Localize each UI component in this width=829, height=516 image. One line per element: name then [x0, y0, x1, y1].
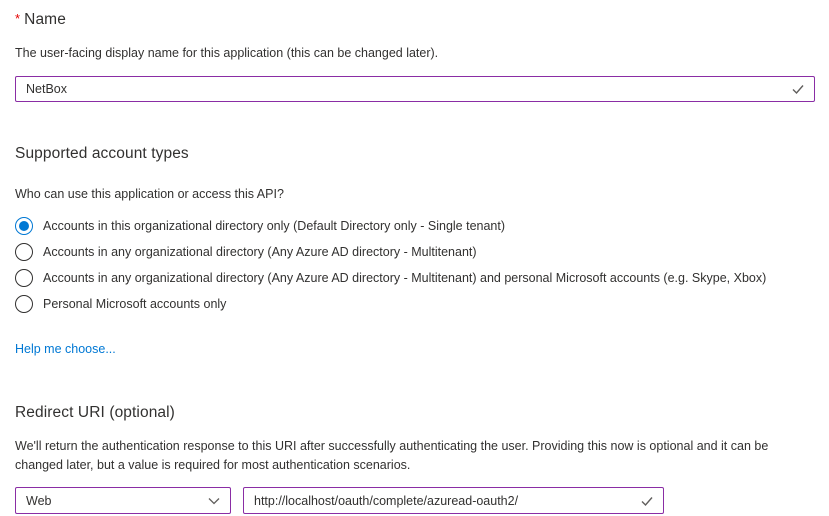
account-types-radio-group	[15, 213, 815, 317]
radio-option-label: Accounts in this organizational directory only (Default Directory only - Single tenant)	[43, 219, 506, 233]
redirect-uri-input[interactable]	[244, 488, 663, 513]
account-types-question: Who can use this application or access this API?	[15, 187, 284, 201]
name-description: The user-facing display name for this application (this can be changed later).	[15, 46, 439, 60]
name-section-title	[15, 11, 815, 29]
radio-button-icon	[15, 243, 33, 261]
platform-select-value: Web	[26, 493, 52, 508]
radio-button-icon	[15, 217, 33, 235]
radio-option-personal-only[interactable]	[15, 291, 815, 317]
name-field-container	[15, 76, 815, 102]
help-me-choose-link[interactable]: Help me choose...	[15, 342, 116, 356]
redirect-uri-row	[15, 487, 815, 514]
valid-check-icon	[790, 81, 806, 97]
radio-option-label: Accounts in any organizational directory (Any Azure AD directory - Multitenant) and personal Microsoft accounts (e.g. Skype, Xbox)	[43, 271, 767, 285]
radio-option-multitenant[interactable]	[15, 239, 815, 265]
chevron-down-icon	[208, 497, 220, 505]
valid-check-icon	[639, 493, 655, 509]
radio-option-label: Personal Microsoft accounts only	[43, 297, 227, 311]
radio-button-icon	[15, 269, 33, 287]
name-input[interactable]	[16, 77, 814, 101]
radio-option-single-tenant[interactable]	[15, 213, 815, 239]
radio-option-multitenant-personal[interactable]	[15, 265, 815, 291]
platform-select[interactable]	[15, 487, 231, 514]
required-asterisk: *	[15, 11, 21, 26]
account-types-title: Supported account types	[15, 145, 189, 162]
radio-option-label: Accounts in any organizational directory (Any Azure AD directory - Multitenant)	[43, 245, 477, 259]
redirect-uri-description: We'll return the authentication response to this URI after successfully authenticating the user. Providing this now is optional and it can be changed later, but a value is required for most authentication scenarios.	[15, 439, 769, 472]
radio-button-icon	[15, 295, 33, 313]
redirect-uri-title: Redirect URI (optional)	[15, 404, 175, 421]
redirect-uri-field-container	[243, 487, 664, 514]
name-title-text: Name	[24, 11, 66, 28]
